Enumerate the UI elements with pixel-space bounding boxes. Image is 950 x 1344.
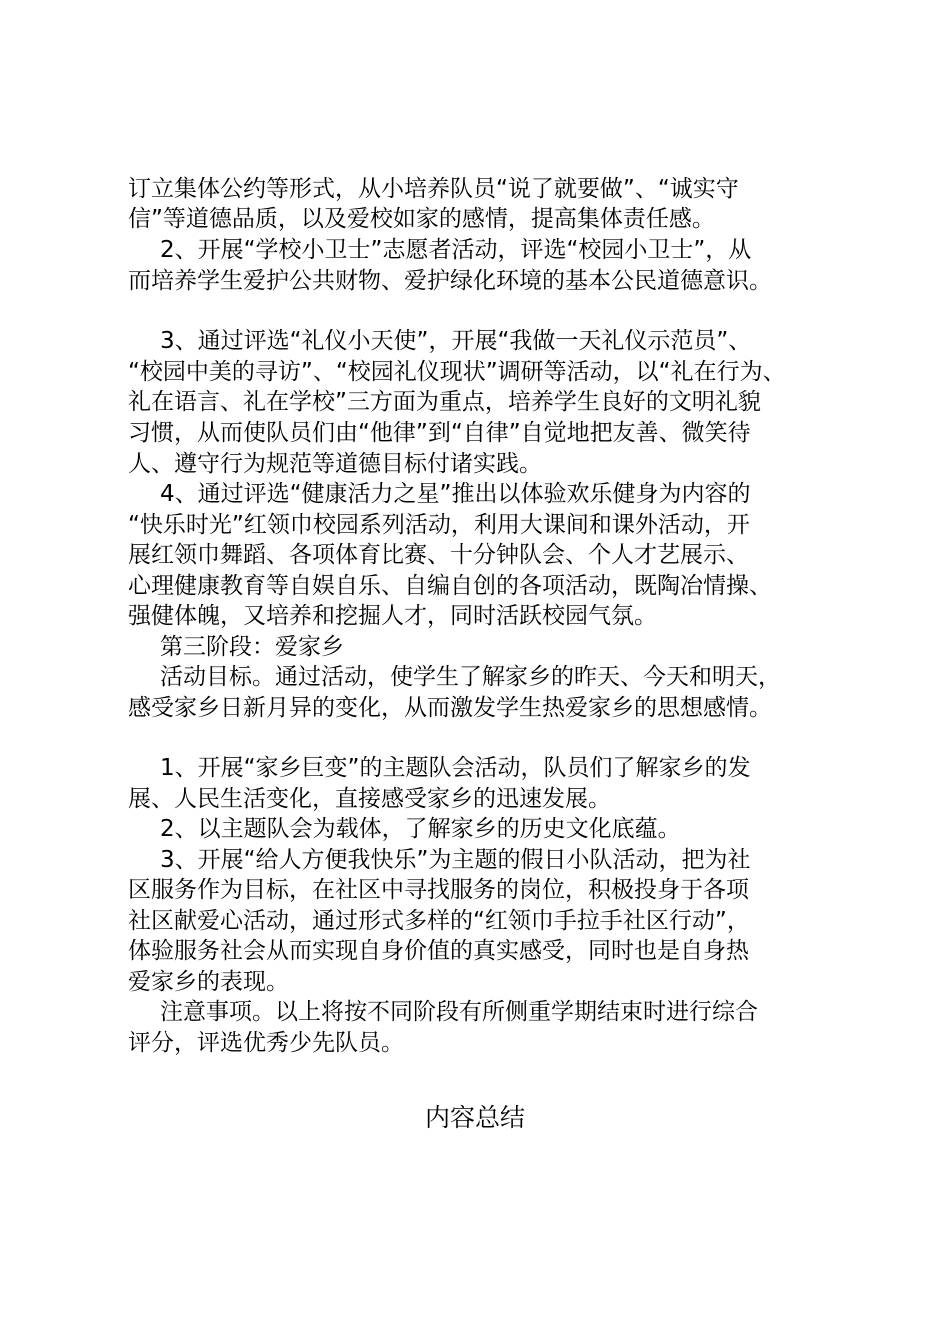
text-line: 3、开展“给人方便我快乐”为主题的假日小队活动，把为社 (160, 847, 751, 873)
text-line: 爱家乡的表现。 (128, 969, 289, 995)
text-line: 活动目标。通过活动，使学生了解家乡的昨天、今天和明天， (160, 664, 781, 690)
text-line: 注意事项。以上将按不同阶段有所侧重学期结束时进行综合 (160, 999, 758, 1025)
text-line: 评分，评选优秀少先队员。 (128, 1030, 404, 1056)
text-line: 2、开展“学校小卫士”志愿者活动，评选“校园小卫士”，从 (160, 237, 752, 263)
text-line: 展红领巾舞蹈、各项体育比赛、十分钟队会、个人才艺展示、 (128, 542, 749, 568)
section-heading: 第三阶段：爱家乡 (160, 634, 344, 660)
text-line: “校园中美的寻访”、“校园礼仪现状”调研等活动，以“礼在行为、 (128, 359, 786, 385)
text-line: 3、通过评选“礼仪小天使”，开展“我做一天礼仪示范员”、 (160, 328, 752, 354)
text-line: 感受家乡日新月异的变化，从而激发学生热爱家乡的思想感情。 (128, 695, 772, 721)
text-line: 强健体魄，又培养和挖掘人才，同时活跃校园气氛。 (128, 603, 657, 629)
text-line: 体验服务社会从而实现自身价值的真实感受，同时也是自身热 (128, 938, 749, 964)
text-line: 2、以主题队会为载体，了解家乡的历史文化底蕴。 (160, 816, 681, 842)
text-line: “快乐时光”红领巾校园系列活动，利用大课间和课外活动，开 (128, 512, 750, 538)
text-line: 4、通过评选“健康活力之星”推出以体验欢乐健身为内容的 (160, 481, 751, 507)
text-line: 而培养学生爱护公共财物、爱护绿化环境的基本公民道德意识。 (128, 268, 772, 294)
text-line: 订立集体公约等形式，从小培养队员“说了就要做”、“诚实守 (128, 176, 739, 202)
text-line: 礼在语言、礼在学校”三方面为重点，培养学生良好的文明礼貌 (128, 389, 761, 415)
text-line: 人、遵守行为规范等道德目标付诸实践。 (128, 451, 542, 477)
text-line: 展、人民生活变化，直接感受家乡的迅速发展。 (128, 786, 611, 812)
text-line: 信”等道德品质，以及爱校如家的感情，提高集体责任感。 (128, 206, 715, 232)
summary-heading: 内容总结 (424, 1103, 525, 1132)
text-line: 1、开展“家乡巨变”的主题队会活动，队员们了解家乡的发 (160, 755, 751, 781)
text-line: 习惯，从而使队员们由“他律”到“自律”自觉地把友善、微笑待 (128, 420, 751, 446)
text-line: 区服务作为目标，在社区中寻找服务的岗位，积极投身于各项 (128, 877, 749, 903)
text-line: 心理健康教育等自娱自乐、自编自创的各项活动，既陶冶情操、 (128, 573, 772, 599)
text-line: 社区献爱心活动，通过形式多样的“红领巾手拉手社区行动”， (128, 908, 750, 934)
